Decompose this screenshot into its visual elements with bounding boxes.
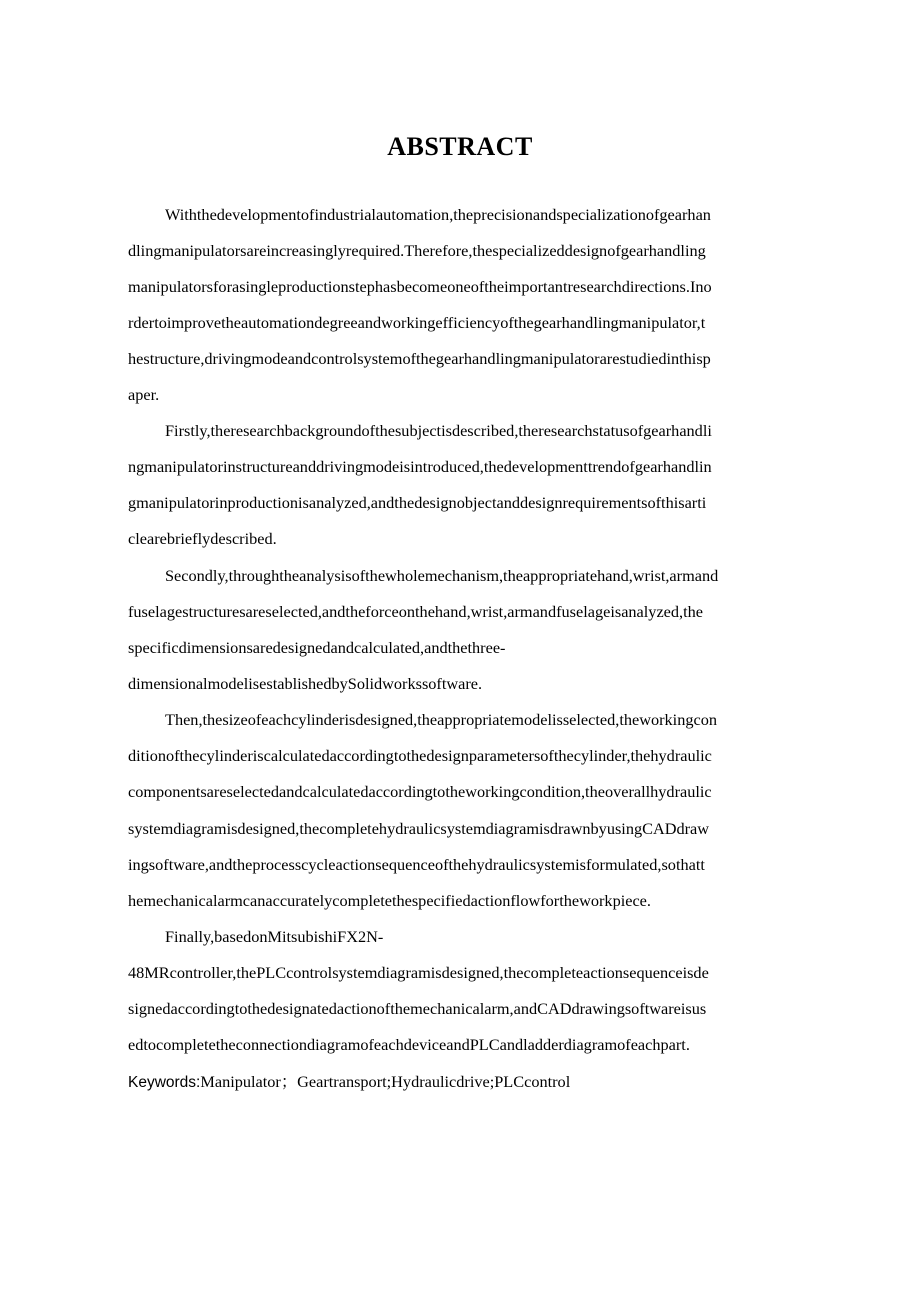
paragraph-2-line-4: clearebrieflydescribed. [128, 529, 277, 548]
paragraph-3-line-4: dimensionalmodelisestablishedbySolidworkssoftware. [128, 674, 483, 693]
paragraph-4-line-5: ingsoftware,andtheprocesscycleactionsequenceofthehydraulicsystemisformulated,sothatt [128, 855, 705, 874]
paragraph-3-line-3: specificdimensionsaredesignedandcalculated,andthethree- [128, 638, 506, 657]
paragraph-5-line-3: signedaccordingtothedesignatedactionofthemechanicalarm,andCADdrawingsoftwareisus [128, 999, 707, 1018]
paragraph-4-line-3: componentsareselectedandcalculatedaccordingtotheworkingcondition,theoverallhydraulic [128, 782, 712, 801]
keywords-label: Keywords: [128, 1074, 201, 1091]
paragraph-5-line-4: edtocompletetheconnectiondiagramofeachdeviceandPLCandladderdiagramofeachpart. [128, 1035, 690, 1054]
paragraph-4-line-4: systemdiagramisdesigned,thecompletehydraulicsystemdiagramisdrawnbyusingCADdraw [128, 819, 710, 838]
paragraph-5-line-1: Finally,basedonMitsubishiFX2N- [165, 927, 384, 946]
paragraph-2-line-3: gmanipulatorinproductionisanalyzed,andthedesignobjectanddesignrequirementsofthisarti [128, 493, 707, 512]
paragraph-3-line-2: fuselagestructuresareselected,andtheforceonthehand,wrist,armandfuselageisanalyzed,the [128, 602, 704, 621]
paragraph-4-line-1: Then,thesizeofeachcylinderisdesigned,theappropriatemodelisselected,theworkingcon [165, 710, 717, 729]
paragraph-4-line-2: ditionofthecylinderiscalculatedaccordingtothedesignparametersofthecylinder,thehydraulic [128, 746, 712, 765]
keywords-line [128, 1070, 570, 1094]
paragraph-3-line-1: Secondly,throughtheanalysisofthewholemechanism,theappropriatehand,wrist,armand [165, 566, 719, 585]
paragraph-2-line-1: Firstly,theresearchbackgroundofthesubjectisdescribed,theresearchstatusofgearhandli [165, 421, 712, 440]
keywords-text: Manipulator；Geartransport;Hydraulicdrive;PLCcontrol [200, 1072, 571, 1091]
paragraph-4-line-6: hemechanicalarmcanaccuratelycompletethespecifiedactionflowfortheworkpiece. [128, 891, 651, 910]
paragraph-1-line-6: aper. [128, 385, 160, 404]
paragraph-1-line-3: manipulatorsforasingleproductionstephasbecomeoneoftheimportantresearchdirections.Ino [128, 277, 712, 296]
paragraph-1-line-4: rdertoimprovetheautomationdegreeandworkingefficiencyofthegearhandlingmanipulator,t [128, 313, 706, 332]
paragraph-1-line-1: Withthedevelopmentofindustrialautomation,theprecisionandspecializationofgearhan [165, 205, 711, 224]
paragraph-5-line-2: 48MRcontroller,thePLCcontrolsystemdiagramisdesigned,thecompleteactionsequenceisde [128, 963, 709, 982]
paragraph-2-line-2: ngmanipulatorinstructureanddrivingmodeisintroduced,thedevelopmenttrendofgearhandlin [128, 457, 712, 476]
paragraph-1-line-5: hestructure,drivingmodeandcontrolsystemofthegearhandlingmanipulatorarestudiedinthisp [128, 349, 711, 368]
paragraph-1-line-2: dlingmanipulatorsareincreasinglyrequired.Therefore,thespecializeddesignofgearhandling [128, 241, 706, 260]
page-title: ABSTRACT [387, 132, 533, 161]
